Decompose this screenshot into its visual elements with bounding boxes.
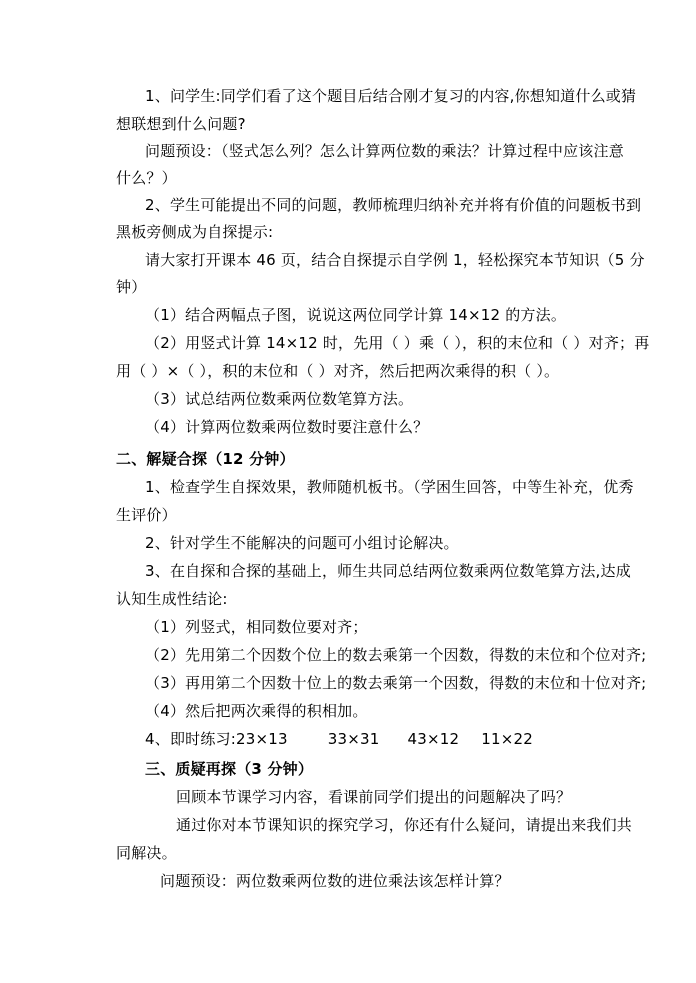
practice-item: 33×31 [327, 730, 380, 748]
practice-item: 11×22 [481, 730, 533, 748]
paragraph-line: 1、问学生:同学们看了这个题目后结合刚才复习的内容,你想知道什么或猜 [145, 87, 637, 105]
practice-label: 4、即时练习:23×13 [145, 730, 288, 748]
list-item: （1）结合两幅点子图，说说这两位同学计算 14×12 的方法。 [145, 306, 567, 324]
section-heading: 三、质疑再探（3 分钟） [145, 760, 314, 778]
paragraph-line: 问题预设：两位数乘两位数的进位乘法该怎样计算？ [160, 872, 510, 890]
paragraph-line: 生评价） [116, 506, 177, 524]
list-item: （4）计算两位数乘两位数时要注意什么？ [145, 418, 429, 436]
practice-line [145, 729, 533, 749]
paragraph-line: 黑板旁侧成为自探提示: [116, 223, 274, 241]
paragraph-line: 什么？） [116, 169, 177, 187]
paragraph-line: 认知生成性结论: [116, 590, 228, 608]
list-item: （2）先用第二个因数个位上的数去乘第一个因数，得数的末位和个位对齐; [145, 646, 647, 664]
paragraph-line: 请大家打开课本 46 页，结合自探提示自学例 1，轻松探究本节知识（5 分 [145, 251, 645, 269]
paragraph-line: 回顾本节课学习内容，看课前同学们提出的问题解决了吗？ [176, 788, 572, 806]
list-item: （4）然后把两次乘得的积相加。 [145, 702, 368, 720]
list-item: （3）试总结两位数乘两位数笔算方法。 [145, 390, 414, 408]
paragraph-line: 问题预设：（竖式怎么列？怎么计算两位数的乘法？计算过程中应该注意 [145, 142, 624, 160]
paragraph-line: 1、检查学生自探效果，教师随机板书。（学困生回答，中等生补充，优秀 [145, 478, 634, 496]
list-item: （3）再用第二个因数十位上的数去乘第一个因数，得数的末位和十位对齐; [145, 674, 647, 692]
practice-item: 43×12 [407, 730, 460, 748]
paragraph-line: 2、学生可能提出不同的问题，教师梳理归纳补充并将有价值的问题板书到 [145, 196, 642, 214]
paragraph-line: 通过你对本节课知识的探究学习，你还有什么疑问，请提出来我们共 [176, 816, 633, 834]
list-item: （1）列竖式，相同数位要对齐； [145, 618, 368, 636]
list-item: 用（ ）×（ ），积的末位和（ ）对齐，然后把两次乘得的积（ ）。 [116, 362, 560, 380]
paragraph-line: 2、针对学生不能解决的问题可小组讨论解决。 [145, 534, 459, 552]
paragraph-line: 想联想到什么问题? [116, 115, 246, 133]
paragraph-line: 钟） [116, 278, 147, 296]
section-heading: 二、解疑合探（12 分钟） [116, 450, 295, 468]
paragraph-line: 同解决。 [116, 844, 177, 862]
list-item: （2）用竖式计算 14×12 时，先用（ ）乘（ ），积的末位和（ ）对齐；再 [145, 334, 650, 352]
paragraph-line: 3、在自探和合探的基础上，师生共同总结两位数乘两位数笔算方法,达成 [145, 562, 631, 580]
